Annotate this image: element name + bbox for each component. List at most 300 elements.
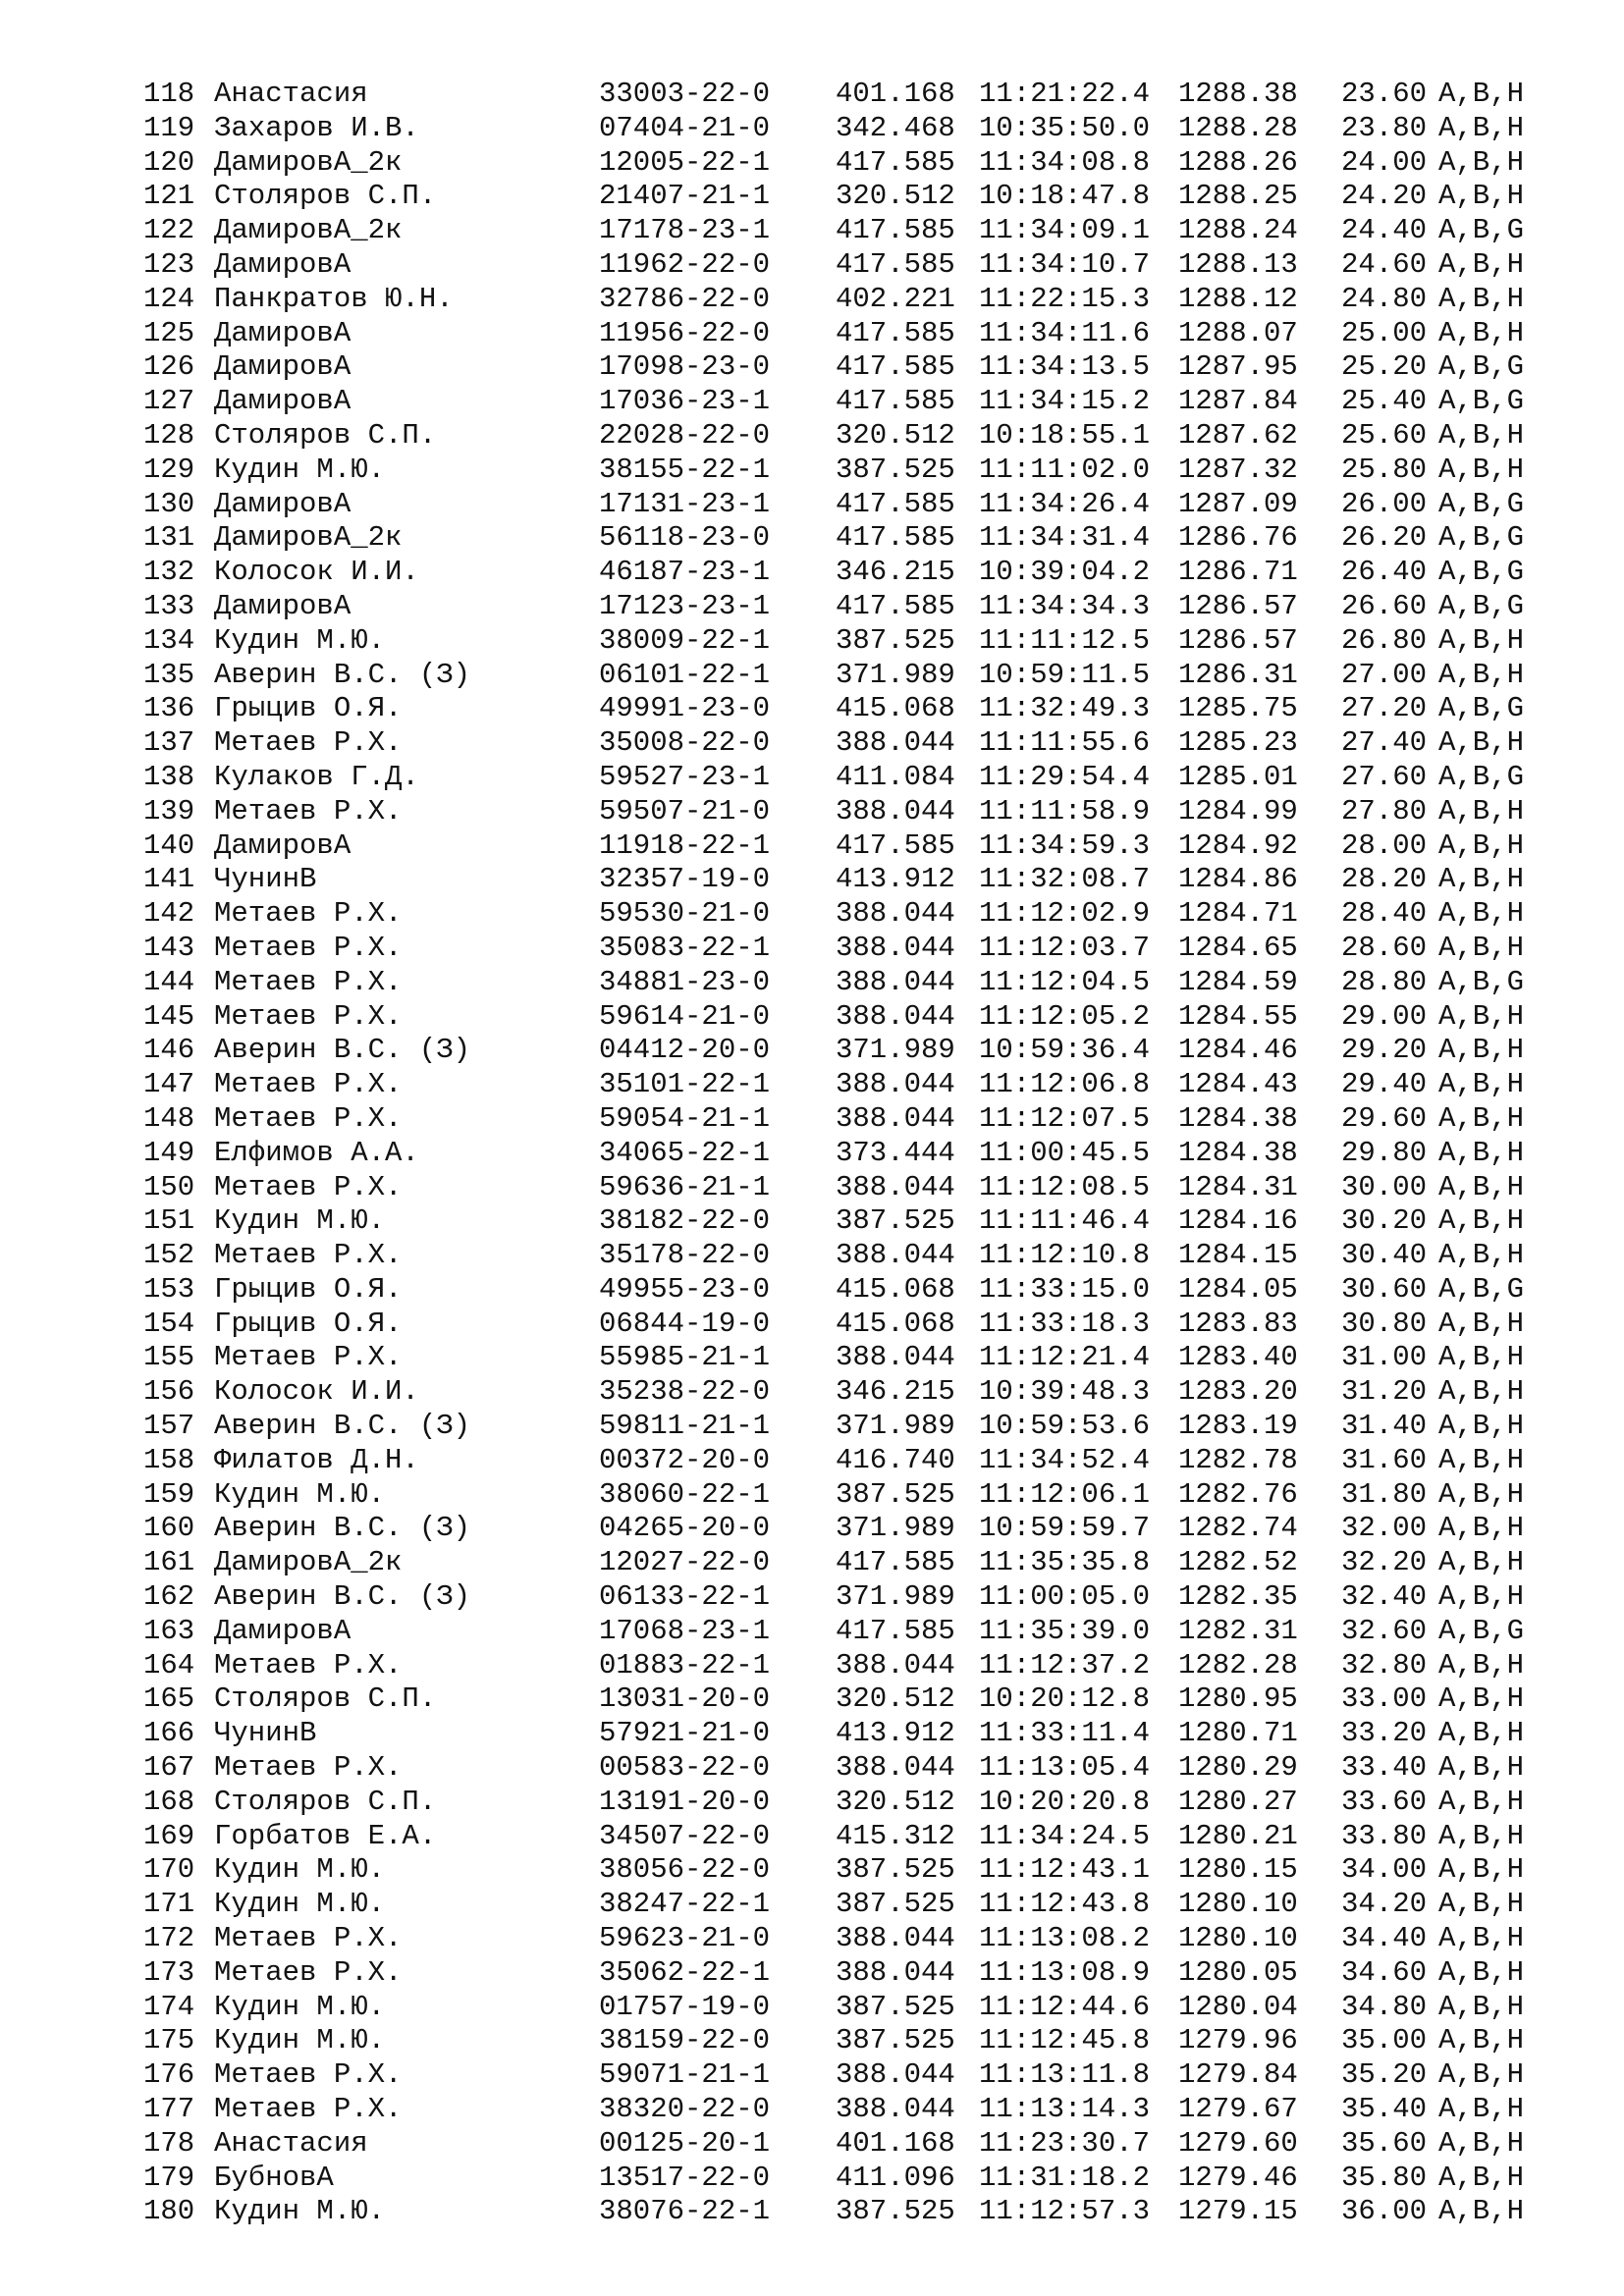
cell-speed: 1284.38 [1178,1136,1298,1169]
cell-ring: 35083-22-1 [599,931,771,964]
cell-name: Метаев Р.Х. [214,965,403,998]
cell-dist: 416.740 [836,1443,955,1476]
cell-ring: 12027-22-0 [599,1546,771,1579]
cell-speed: 1280.29 [1178,1751,1298,1785]
cell-groups: A,B,G [1438,692,1525,725]
cell-groups: A,B,H [1438,1853,1525,1887]
cell-place: 172 [143,1922,195,1955]
cell-ring: 59614-21-0 [599,999,771,1033]
cell-coef: 30.80 [1341,1307,1428,1340]
cell-coef: 26.40 [1341,556,1428,589]
cell-ring: 38182-22-0 [599,1204,771,1238]
cell-groups: A,B,G [1438,350,1525,384]
cell-speed: 1284.71 [1178,897,1298,931]
cell-place: 177 [143,2093,195,2126]
cell-place: 164 [143,1648,195,1682]
cell-dist: 388.044 [836,931,955,964]
cell-dist: 402.221 [836,282,955,315]
cell-time: 11:12:06.8 [979,1068,1151,1101]
cell-dist: 401.168 [836,78,955,110]
cell-ring: 17068-23-1 [599,1614,771,1647]
cell-place: 179 [143,2161,195,2194]
cell-speed: 1284.55 [1178,999,1298,1033]
cell-dist: 411.084 [836,760,955,793]
cell-place: 156 [143,1375,195,1409]
cell-time: 11:34:52.4 [979,1443,1151,1476]
cell-time: 11:34:31.4 [979,521,1151,555]
cell-ring: 11962-22-0 [599,247,771,281]
cell-dist: 417.585 [836,350,955,384]
cell-time: 11:11:46.4 [979,1204,1151,1238]
cell-coef: 33.40 [1341,1751,1428,1785]
cell-dist: 417.585 [836,828,955,862]
cell-dist: 413.912 [836,863,955,896]
cell-speed: 1280.95 [1178,1682,1298,1716]
cell-groups: A,B,G [1438,965,1525,998]
cell-name: Анастасия [214,78,368,110]
cell-speed: 1283.19 [1178,1410,1298,1443]
cell-groups: A,B,H [1438,1375,1525,1409]
cell-place: 131 [143,521,195,555]
cell-name: Столяров С.П. [214,1785,437,1818]
cell-groups: A,B,H [1438,1512,1525,1545]
cell-dist: 417.585 [836,247,955,281]
cell-dist: 417.585 [836,385,955,418]
cell-name: ДамировА [214,385,352,418]
cell-name: Захаров И.В. [214,111,419,144]
cell-place: 173 [143,1955,195,1989]
cell-time: 11:12:10.8 [979,1239,1151,1272]
cell-name: ЧунинВ [214,1717,317,1750]
cell-time: 11:12:04.5 [979,965,1151,998]
cell-speed: 1279.46 [1178,2161,1298,2194]
cell-name: ДамировА [214,1614,352,1647]
cell-coef: 24.40 [1341,214,1428,247]
cell-name: Колосок И.И. [214,556,419,589]
cell-speed: 1279.96 [1178,2024,1298,2057]
cell-groups: A,B,G [1438,521,1525,555]
cell-coef: 34.20 [1341,1888,1428,1921]
cell-time: 11:34:59.3 [979,828,1151,862]
cell-time: 11:12:43.8 [979,1888,1151,1921]
cell-time: 10:18:55.1 [979,418,1151,452]
cell-place: 137 [143,726,195,760]
cell-time: 11:34:09.1 [979,214,1151,247]
cell-place: 174 [143,1990,195,2023]
cell-time: 11:12:44.6 [979,1990,1151,2023]
cell-place: 135 [143,658,195,691]
cell-ring: 01757-19-0 [599,1990,771,2023]
cell-groups: A,B,H [1438,1341,1525,1374]
cell-groups: A,B,H [1438,111,1525,144]
cell-time: 11:34:10.7 [979,247,1151,281]
cell-groups: A,B,G [1438,214,1525,247]
cell-groups: A,B,H [1438,1717,1525,1750]
cell-place: 167 [143,1751,195,1785]
cell-ring: 17178-23-1 [599,214,771,247]
cell-time: 11:34:34.3 [979,589,1151,622]
cell-place: 126 [143,350,195,384]
cell-groups: A,B,G [1438,760,1525,793]
cell-time: 11:34:13.5 [979,350,1151,384]
cell-coef: 35.60 [1341,2126,1428,2160]
cell-coef: 25.40 [1341,385,1428,418]
cell-name: ДамировА [214,316,352,349]
cell-name: Кудин М.Ю. [214,1204,386,1238]
cell-ring: 46187-23-1 [599,556,771,589]
cell-groups: A,B,H [1438,1239,1525,1272]
cell-groups: A,B,H [1438,78,1525,110]
cell-name: Столяров С.П. [214,180,437,213]
cell-groups: A,B,H [1438,1443,1525,1476]
cell-coef: 34.40 [1341,1922,1428,1955]
cell-groups: A,B,H [1438,1751,1525,1785]
cell-place: 155 [143,1341,195,1374]
cell-dist: 415.068 [836,1272,955,1306]
cell-groups: A,B,H [1438,897,1525,931]
cell-speed: 1284.16 [1178,1204,1298,1238]
cell-ring: 38056-22-0 [599,1853,771,1887]
cell-dist: 388.044 [836,1955,955,1989]
cell-name: Елфимов А.А. [214,1136,419,1169]
cell-coef: 29.60 [1341,1101,1428,1135]
cell-speed: 1285.75 [1178,692,1298,725]
cell-coef: 34.00 [1341,1853,1428,1887]
cell-name: Кулаков Г.Д. [214,760,419,793]
cell-coef: 34.80 [1341,1990,1428,2023]
cell-coef: 30.40 [1341,1239,1428,1272]
cell-ring: 38009-22-1 [599,623,771,657]
cell-time: 11:11:55.6 [979,726,1151,760]
cell-dist: 411.096 [836,2161,955,2194]
cell-time: 11:23:30.7 [979,2126,1151,2160]
cell-dist: 417.585 [836,145,955,179]
cell-speed: 1280.27 [1178,1785,1298,1818]
cell-time: 11:11:12.5 [979,623,1151,657]
cell-place: 118 [143,78,195,110]
cell-speed: 1282.78 [1178,1443,1298,1476]
cell-place: 130 [143,487,195,520]
cell-coef: 31.00 [1341,1341,1428,1374]
cell-ring: 59636-21-1 [599,1170,771,1203]
cell-dist: 387.525 [836,2195,955,2228]
cell-name: Метаев Р.Х. [214,1068,403,1101]
cell-coef: 36.00 [1341,2195,1428,2228]
cell-speed: 1284.59 [1178,965,1298,998]
cell-groups: A,B,H [1438,2024,1525,2057]
cell-coef: 27.60 [1341,760,1428,793]
cell-coef: 26.00 [1341,487,1428,520]
cell-groups: A,B,H [1438,623,1525,657]
cell-speed: 1280.10 [1178,1922,1298,1955]
cell-place: 134 [143,623,195,657]
cell-coef: 24.20 [1341,180,1428,213]
cell-time: 11:33:15.0 [979,1272,1151,1306]
cell-ring: 11918-22-1 [599,828,771,862]
cell-coef: 25.00 [1341,316,1428,349]
cell-groups: A,B,H [1438,999,1525,1033]
cell-groups: A,B,H [1438,1204,1525,1238]
cell-speed: 1288.12 [1178,282,1298,315]
cell-coef: 27.20 [1341,692,1428,725]
cell-name: Кудин М.Ю. [214,1477,386,1511]
cell-place: 128 [143,418,195,452]
cell-time: 11:34:08.8 [979,145,1151,179]
cell-speed: 1283.40 [1178,1341,1298,1374]
cell-name: Аверин В.С. (З) [214,658,471,691]
cell-groups: A,B,H [1438,863,1525,896]
cell-coef: 28.40 [1341,897,1428,931]
cell-time: 10:59:36.4 [979,1034,1151,1067]
cell-name: Метаев Р.Х. [214,1751,403,1785]
cell-dist: 387.525 [836,1853,955,1887]
cell-place: 143 [143,931,195,964]
cell-groups: A,B,H [1438,145,1525,179]
cell-ring: 59054-21-1 [599,1101,771,1135]
cell-time: 11:11:58.9 [979,794,1151,828]
cell-time: 11:12:03.7 [979,931,1151,964]
cell-ring: 00125-20-1 [599,2126,771,2160]
cell-ring: 38159-22-0 [599,2024,771,2057]
cell-name: Филатов Д.Н. [214,1443,419,1476]
cell-coef: 24.80 [1341,282,1428,315]
cell-place: 169 [143,1819,195,1852]
cell-name: БубновА [214,2161,334,2194]
cell-coef: 26.80 [1341,623,1428,657]
cell-place: 138 [143,760,195,793]
cell-dist: 415.068 [836,1307,955,1340]
cell-coef: 27.80 [1341,794,1428,828]
cell-dist: 387.525 [836,2024,955,2057]
cell-groups: A,B,G [1438,385,1525,418]
cell-place: 152 [143,1239,195,1272]
cell-dist: 417.585 [836,589,955,622]
cell-coef: 29.80 [1341,1136,1428,1169]
cell-groups: A,B,H [1438,828,1525,862]
cell-coef: 27.00 [1341,658,1428,691]
cell-dist: 388.044 [836,1922,955,1955]
cell-coef: 32.00 [1341,1512,1428,1545]
cell-ring: 06101-22-1 [599,658,771,691]
cell-groups: A,B,H [1438,931,1525,964]
cell-place: 119 [143,111,195,144]
cell-speed: 1282.74 [1178,1512,1298,1545]
cell-place: 160 [143,1512,195,1545]
cell-dist: 388.044 [836,1239,955,1272]
cell-name: Аверин В.С. (З) [214,1034,471,1067]
cell-dist: 413.912 [836,1717,955,1750]
cell-name: Кудин М.Ю. [214,623,386,657]
cell-place: 124 [143,282,195,315]
cell-place: 123 [143,247,195,281]
cell-ring: 06133-22-1 [599,1580,771,1614]
cell-ring: 32786-22-0 [599,282,771,315]
cell-name: Колосок И.И. [214,1375,419,1409]
cell-ring: 35238-22-0 [599,1375,771,1409]
cell-time: 11:12:21.4 [979,1341,1151,1374]
cell-place: 176 [143,2058,195,2092]
cell-speed: 1288.26 [1178,145,1298,179]
cell-time: 11:34:26.4 [979,487,1151,520]
cell-place: 159 [143,1477,195,1511]
cell-coef: 25.80 [1341,453,1428,486]
cell-name: Метаев Р.Х. [214,794,403,828]
cell-coef: 31.80 [1341,1477,1428,1511]
cell-place: 153 [143,1272,195,1306]
cell-dist: 415.068 [836,692,955,725]
cell-dist: 320.512 [836,1682,955,1716]
cell-coef: 33.80 [1341,1819,1428,1852]
cell-groups: A,B,H [1438,418,1525,452]
cell-dist: 371.989 [836,1410,955,1443]
cell-speed: 1283.83 [1178,1307,1298,1340]
cell-groups: A,B,H [1438,1990,1525,2023]
cell-name: Метаев Р.Х. [214,1341,403,1374]
cell-time: 11:29:54.4 [979,760,1151,793]
cell-dist: 387.525 [836,1990,955,2023]
cell-time: 11:12:43.1 [979,1853,1151,1887]
cell-ring: 57921-21-0 [599,1717,771,1750]
cell-place: 122 [143,214,195,247]
cell-ring: 11956-22-0 [599,316,771,349]
cell-speed: 1287.09 [1178,487,1298,520]
cell-dist: 388.044 [836,965,955,998]
cell-coef: 32.80 [1341,1648,1428,1682]
cell-dist: 417.585 [836,521,955,555]
cell-dist: 388.044 [836,1648,955,1682]
cell-groups: A,B,H [1438,2058,1525,2092]
cell-time: 11:32:49.3 [979,692,1151,725]
cell-place: 132 [143,556,195,589]
cell-speed: 1284.05 [1178,1272,1298,1306]
cell-place: 161 [143,1546,195,1579]
cell-name: Панкратов Ю.Н. [214,282,454,315]
cell-name: Метаев Р.Х. [214,1101,403,1135]
cell-coef: 27.40 [1341,726,1428,760]
cell-groups: A,B,H [1438,2126,1525,2160]
cell-time: 11:34:11.6 [979,316,1151,349]
cell-dist: 417.585 [836,1546,955,1579]
cell-speed: 1286.31 [1178,658,1298,691]
cell-groups: A,B,H [1438,1307,1525,1340]
cell-dist: 388.044 [836,1341,955,1374]
cell-time: 11:13:08.9 [979,1955,1151,1989]
cell-place: 157 [143,1410,195,1443]
cell-name: ДамировА_2к [214,145,403,179]
cell-coef: 32.20 [1341,1546,1428,1579]
cell-name: Кудин М.Ю. [214,1990,386,2023]
cell-ring: 34507-22-0 [599,1819,771,1852]
cell-ring: 00583-22-0 [599,1751,771,1785]
cell-name: Грыцив О.Я. [214,1307,403,1340]
cell-dist: 417.585 [836,487,955,520]
cell-place: 140 [143,828,195,862]
cell-coef: 30.60 [1341,1272,1428,1306]
cell-place: 121 [143,180,195,213]
cell-coef: 31.60 [1341,1443,1428,1476]
cell-time: 10:39:04.2 [979,556,1151,589]
cell-name: Метаев Р.Х. [214,1170,403,1203]
cell-speed: 1284.92 [1178,828,1298,862]
cell-name: Кудин М.Ю. [214,1853,386,1887]
cell-speed: 1280.15 [1178,1853,1298,1887]
cell-speed: 1280.21 [1178,1819,1298,1852]
cell-time: 11:11:02.0 [979,453,1151,486]
cell-place: 146 [143,1034,195,1067]
cell-coef: 24.00 [1341,145,1428,179]
cell-coef: 31.40 [1341,1410,1428,1443]
cell-groups: A,B,H [1438,1785,1525,1818]
cell-ring: 01883-22-1 [599,1648,771,1682]
cell-time: 11:00:05.0 [979,1580,1151,1614]
cell-speed: 1280.04 [1178,1990,1298,2023]
cell-name: Горбатов Е.А. [214,1819,437,1852]
cell-coef: 25.60 [1341,418,1428,452]
cell-groups: A,B,H [1438,726,1525,760]
cell-dist: 387.525 [836,453,955,486]
cell-name: ДамировА [214,487,352,520]
cell-dist: 373.444 [836,1136,955,1169]
cell-ring: 59527-23-1 [599,760,771,793]
cell-time: 11:13:08.2 [979,1922,1151,1955]
cell-place: 170 [143,1853,195,1887]
cell-dist: 371.989 [836,1512,955,1545]
cell-coef: 32.40 [1341,1580,1428,1614]
cell-place: 178 [143,2126,195,2160]
cell-groups: A,B,H [1438,1034,1525,1067]
cell-groups: A,B,H [1438,2161,1525,2194]
cell-coef: 29.40 [1341,1068,1428,1101]
cell-speed: 1286.57 [1178,623,1298,657]
cell-ring: 59071-21-1 [599,2058,771,2092]
cell-dist: 401.168 [836,2126,955,2160]
cell-coef: 33.20 [1341,1717,1428,1750]
cell-ring: 38155-22-1 [599,453,771,486]
cell-dist: 346.215 [836,1375,955,1409]
cell-name: Метаев Р.Х. [214,2093,403,2126]
cell-speed: 1280.71 [1178,1717,1298,1750]
cell-dist: 387.525 [836,1204,955,1238]
cell-time: 10:59:11.5 [979,658,1151,691]
cell-groups: A,B,H [1438,1888,1525,1921]
cell-dist: 388.044 [836,1170,955,1203]
cell-ring: 59530-21-0 [599,897,771,931]
cell-name: ЧунинВ [214,863,317,896]
cell-speed: 1282.52 [1178,1546,1298,1579]
cell-place: 148 [143,1101,195,1135]
cell-time: 11:33:18.3 [979,1307,1151,1340]
cell-time: 10:35:50.0 [979,111,1151,144]
cell-place: 142 [143,897,195,931]
cell-speed: 1284.31 [1178,1170,1298,1203]
cell-place: 144 [143,965,195,998]
cell-ring: 22028-22-0 [599,418,771,452]
cell-groups: A,B,H [1438,1819,1525,1852]
cell-name: ДамировА [214,247,352,281]
cell-coef: 29.00 [1341,999,1428,1033]
cell-speed: 1284.99 [1178,794,1298,828]
cell-speed: 1286.57 [1178,589,1298,622]
cell-coef: 33.00 [1341,1682,1428,1716]
cell-name: Метаев Р.Х. [214,2058,403,2092]
cell-place: 133 [143,589,195,622]
cell-speed: 1279.84 [1178,2058,1298,2092]
cell-ring: 21407-21-1 [599,180,771,213]
cell-dist: 320.512 [836,180,955,213]
cell-dist: 417.585 [836,1614,955,1647]
cell-dist: 387.525 [836,1888,955,1921]
cell-place: 168 [143,1785,195,1818]
